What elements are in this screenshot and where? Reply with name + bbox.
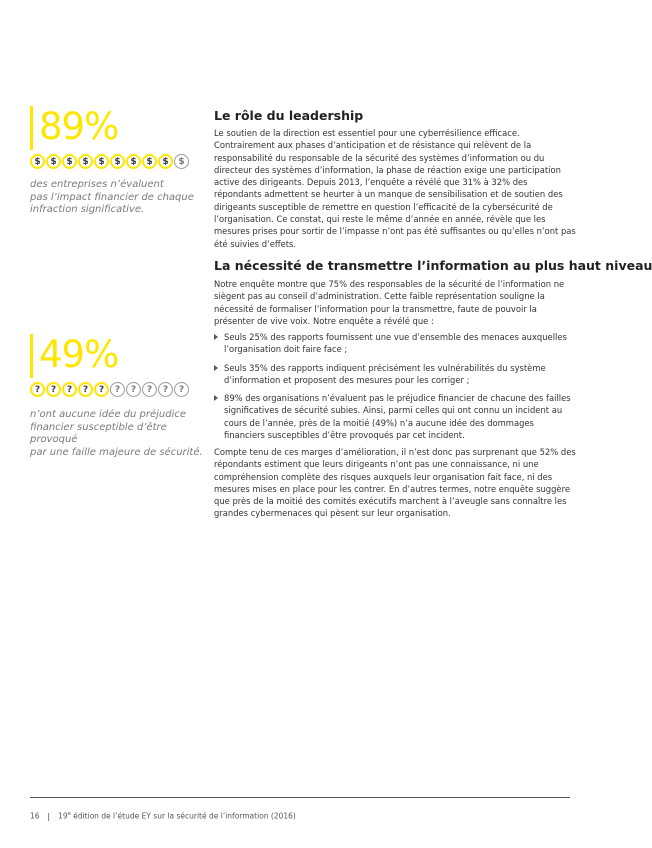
accent-bar: [30, 106, 33, 150]
findings-list: [214, 331, 576, 447]
question-coin-icon: ?: [62, 382, 77, 397]
list-item-text: 89% des organisations n’évaluent pas le préjudice financier de chacune des failles significatives de sécurité subies. Ainsi, parmi celles qui ont connu un incident au cours de l’année, près de la moitié (49%) n’a aucune idée des dommages financiers susceptibles d’être provoqués par cet incident.: [224, 393, 571, 441]
question-coin-icon: ?: [158, 382, 173, 397]
question-coin-icon: ?: [94, 382, 109, 397]
question-coin-icon: ?: [126, 382, 141, 397]
caption-line: infraction significative.: [30, 204, 145, 215]
list-item: [214, 331, 576, 356]
question-coin-icon: ?: [46, 382, 61, 397]
dollar-coin-icon: $: [30, 154, 45, 169]
stat-value: 49%: [39, 333, 119, 376]
caption-line: par une faille majeure de sécurité.: [30, 446, 203, 458]
stat-caption: [30, 409, 208, 459]
main-column: [214, 0, 652, 797]
question-coin-icon: ?: [174, 382, 189, 397]
list-item-text: Seuls 25% des rapports fournissent une vue d’ensemble des menaces auxquelles l’organisation doit faire face ;: [224, 332, 567, 355]
section-conclusion: Compte tenu de ces marges d’amélioration, il n’est donc pas surprenant que 52% des répondants estiment que leurs dirigeants n’ont pas une connaissance, ni une compréhension complète des risques auxquels leur organisation fait face, ni des mesures mises en place pour les contrer. En d’autres termes, notre enquête suggère que près de la moitié des comités exécutifs marchent à l’aveugle sans connaître les grandes cybermenaces qui pèsent sur leur organisation.: [214, 447, 576, 519]
page-footer: [30, 811, 296, 821]
section-intro-transmission: Notre enquête montre que 75% des responsables de la sécurité de l’information ne siègent pas au conseil d’administration. Cette faible représentation souligne la nécessité de formaliser l’information pour la transmettre, faute de pouvoir la présenter de vive voix. Notre enquête a révélé que :: [214, 279, 565, 326]
caption-line: n’ont aucune idée du préjudice: [30, 409, 187, 420]
section-title-leadership: Le rôle du leadership: [214, 108, 364, 123]
list-item-text: Seuls 35% des rapports indiquent précisément les vulnérabilités du système d’information et proposent des mesures pour les corriger ;: [224, 362, 546, 385]
page-number: 16: [30, 811, 40, 821]
bullet-triangle-icon: [214, 365, 218, 371]
caption-line: des entreprises n’évaluent: [30, 179, 164, 190]
section-body-leadership: Le soutien de la direction est essentiel pour une cyberrésilience efficace. Contrairement aux phases d’anticipation et de résistance qui relèvent de la responsabilité du responsable de la sécurité des systèmes d’information ou du directeur des systèmes d’information, la phase de réaction exige une participation active des dirigeants. Depuis 2013, l’enquête a révélé que 31% à 32% des répondants admettent se heurter à un manque de sensibilisation et de soutien des dirigeants susceptible de remettre en question l’efficacité de la cybersécurité de l’organisation. Ce constat, qui reste le même d’année en année, révèle que les mesures prises pour sortir de l’impasse n’ont pas été suffisantes ou qu’elles n’ont pas été suivies d’effets.: [214, 128, 576, 249]
footer-divider: [30, 797, 570, 798]
question-icon-row: [30, 382, 189, 397]
caption-line: pas l’impact financier de chaque: [30, 191, 194, 203]
dollar-coin-icon: $: [94, 154, 109, 169]
edition-number: 19: [58, 811, 68, 821]
bullet-triangle-icon: [214, 395, 218, 401]
list-item: [214, 392, 576, 441]
bullet-triangle-icon: [214, 334, 218, 340]
edition-suffix: e: [67, 811, 71, 817]
question-coin-icon: ?: [110, 382, 125, 397]
dollar-coin-icon: $: [142, 154, 157, 169]
dollar-coin-icon: $: [46, 154, 61, 169]
list-item: [214, 362, 576, 387]
dollar-coin-icon: $: [78, 154, 93, 169]
dollar-coin-icon: $: [126, 154, 141, 169]
footer-title: édition de l’étude EY sur la sécurité de l’information (2016): [70, 811, 296, 821]
section-title-transmission: La nécessité de transmettre l’information au plus haut niveau: [214, 258, 652, 273]
stat-block-49: [30, 332, 208, 458]
footer-separator: |: [47, 811, 51, 821]
question-coin-icon: ?: [78, 382, 93, 397]
dollar-coin-icon: $: [158, 154, 173, 169]
dollar-coin-icon: $: [174, 154, 189, 169]
stat-block-89: [30, 104, 208, 219]
dollar-coin-icon: $: [110, 154, 125, 169]
caption-line: financier susceptible d’être provoqué: [30, 421, 167, 445]
stat-caption: [30, 179, 194, 217]
stat-value: 89%: [39, 105, 119, 148]
dollar-coin-icon: $: [62, 154, 77, 169]
question-coin-icon: ?: [142, 382, 157, 397]
dollar-icon-row: [30, 154, 189, 169]
accent-bar: [30, 334, 33, 378]
question-coin-icon: ?: [30, 382, 45, 397]
